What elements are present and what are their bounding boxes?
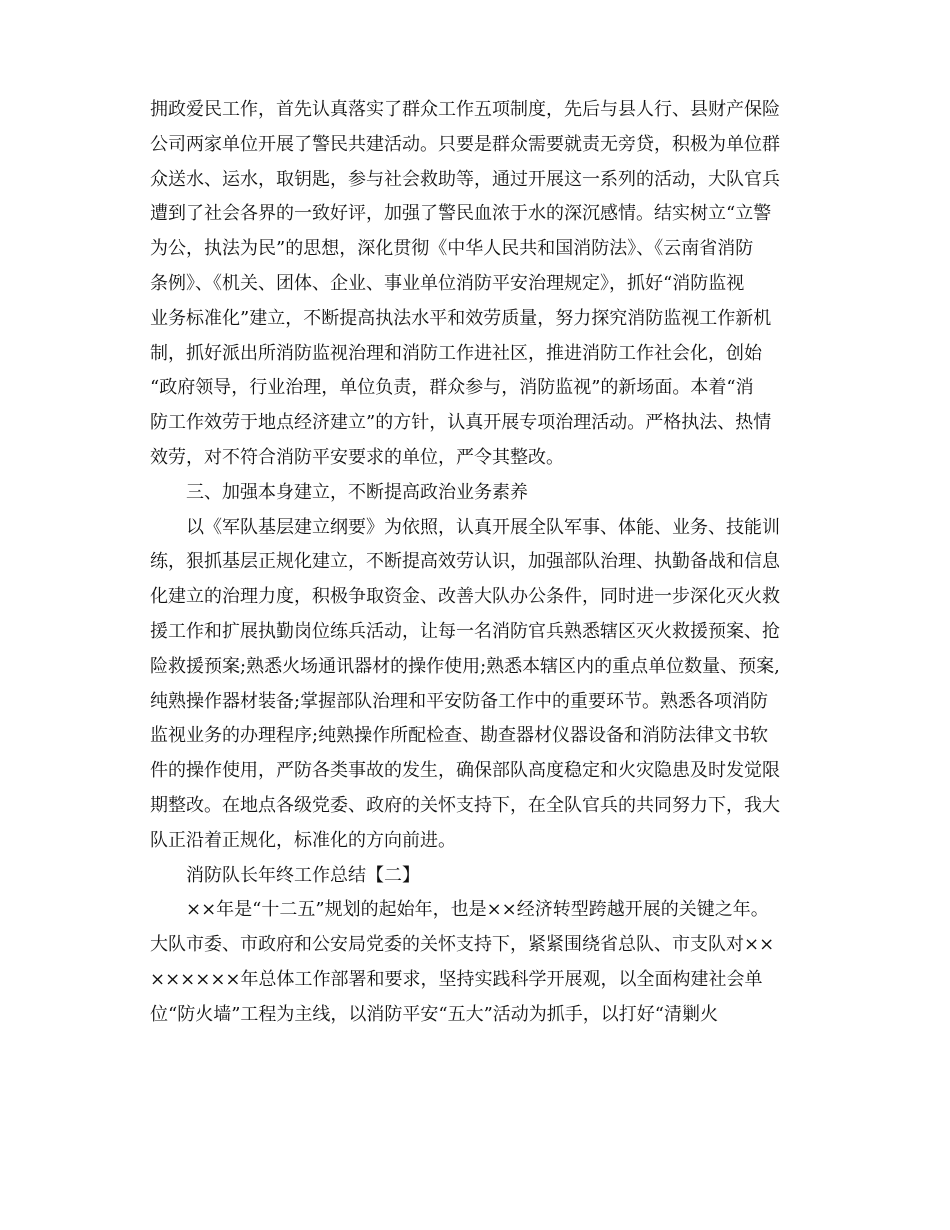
text-line: 以《军队基层建立纲要》为依照，认真开展全队军事、体能、业务、技能训: [186, 516, 780, 538]
text-line: 练，狠抓基层正规化建立，不断提高效劳认识，加强部队治理、执勤备战和信息: [150, 551, 780, 573]
text-line: 位“防火墙”工程为主线，以消防平安“五大”活动为抓手，以打好“清剿火: [150, 1003, 719, 1025]
text-line: ××××××年总体工作部署和要求，坚持实践科学开展观，以全面构建社会单: [150, 968, 763, 990]
text-line: 遭到了社会各界的一致好评，加强了警民血浓于水的深沉感情。结实树立“立警: [150, 203, 772, 225]
section-heading: 消防队长年终工作总结【二】: [186, 864, 420, 886]
text-line: 队正沿着正规化，标准化的方向前进。: [150, 829, 456, 851]
text-line: 援工作和扩展执勤岗位练兵活动，让每一名消防官兵熟悉辖区灭火救援预案、抢: [150, 620, 780, 642]
text-line: 条例》、《机关、团体、企业、事业单位消防平安治理规定》，抓好“消防监视: [150, 272, 745, 294]
text-line: 众送水、运水，取钥匙，参与社会救助等，通过开展这一系列的活动，大队官兵: [150, 168, 780, 190]
text-line: 制，抓好派出所消防监视治理和消防工作进社区，推进消防工作社会化，创始: [150, 342, 762, 364]
text-line: 防工作效劳于地点经济建立”的方针，认真开展专项治理活动。严格执法、热情: [150, 412, 772, 434]
text-line: 公司两家单位开展了警民共建活动。只要是群众需要就责无旁贷，积极为单位群: [150, 133, 780, 155]
text-line: 大队市委、市政府和公安局党委的关怀支持下，紧紧围绕省总队、市支队对××: [150, 934, 775, 956]
text-line: 险救援预案;熟悉火场通讯器材的操作使用;熟悉本辖区内的重点单位数量、预案,: [150, 655, 780, 677]
text-line: “政府领导，行业治理，单位负责，群众参与，消防监视”的新场面。本着“消: [150, 377, 754, 399]
section-heading: 三、加强本身建立，不断提高政治业务素养: [186, 481, 528, 503]
text-line: 件的操作使用，严防各类事故的发生，确保部队高度稳定和火灾隐患及时发觉限: [150, 760, 780, 782]
text-line: 效劳，对不符合消防平安要求的单位，严令其整改。: [150, 446, 564, 468]
text-line: 期整改。在地点各级党委、政府的关怀支持下，在全队官兵的共同努力下，我大: [150, 794, 780, 816]
text-line: 为公，执法为民”的思想，深化贯彻《中华人民共和国消防法》、《云南省消防: [150, 238, 754, 260]
document-body: [150, 93, 800, 1033]
text-line: ××年是“十二五”规划的起始年，也是××经济转型跨越开展的关键之年。: [186, 899, 769, 921]
text-line: 拥政爱民工作，首先认真落实了群众工作五项制度，先后与县人行、县财产保险: [150, 99, 780, 120]
text-line: 业务标准化”建立，不断提高执法水平和效劳质量，努力探究消防监视工作新机: [150, 307, 772, 329]
text-line: 化建立的治理力度，积极争取资金、改善大队办公条件，同时进一步深化灭火救: [150, 586, 780, 608]
text-line: 纯熟操作器材装备;掌握部队治理和平安防备工作中的重要环节。熟悉各项消防: [150, 690, 769, 712]
text-line: 监视业务的办理程序;纯熟操作所配检查、勘查器材仪器设备和消防法律文书软: [150, 725, 769, 747]
